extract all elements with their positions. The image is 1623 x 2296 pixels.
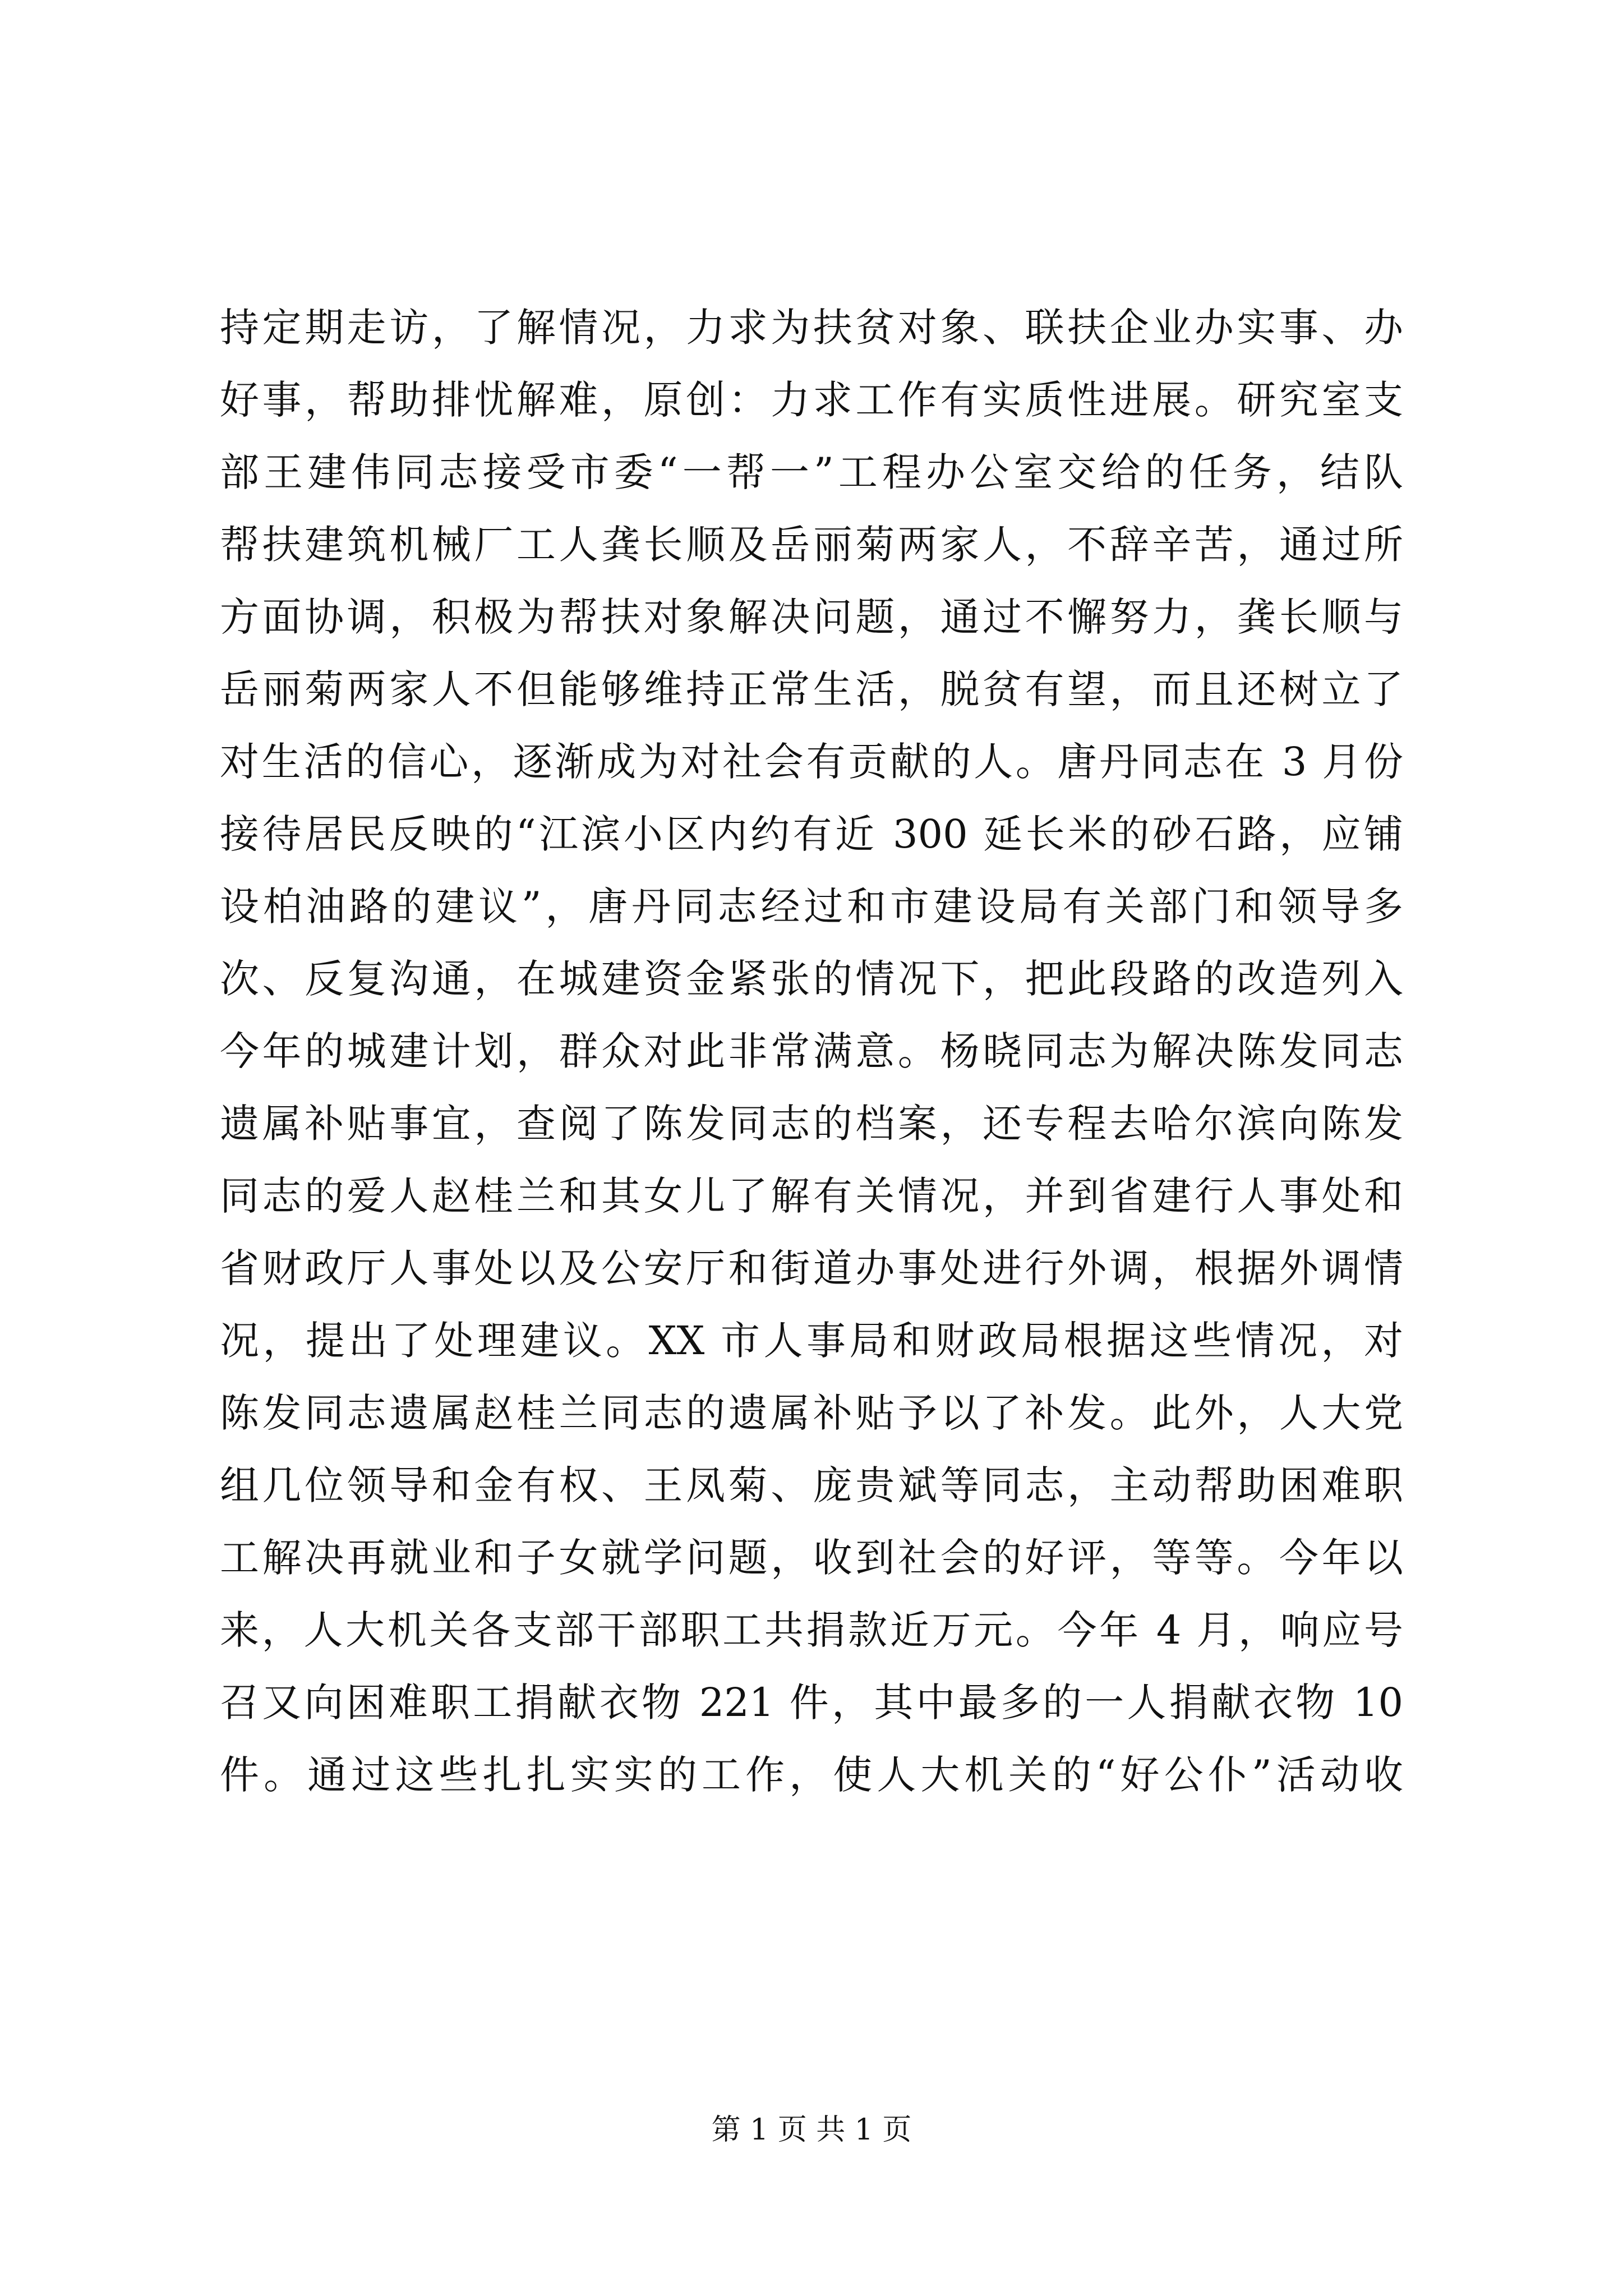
text-line-6: 岳丽菊两家人不但能够维持正常生活，脱贫有望，而且还树立了 xyxy=(220,666,1403,712)
text-line-16: 陈发同志遗属赵桂兰同志的遗属补贴予以了补发。此外，人大党 xyxy=(220,1390,1403,1436)
text-line-1: 持定期走访，了解情况，力求为扶贫对象、联扶企业办实事、办 xyxy=(220,305,1403,351)
text-line-17: 组几位领导和金有权、王凤菊、庞贵斌等同志，主动帮助困难职 xyxy=(220,1462,1403,1508)
text-line-2: 好事，帮助排忧解难，原创：力求工作有实质性进展。研究室支 xyxy=(220,377,1403,423)
text-line-21: 件。通过这些扎扎实实的工作，使人大机关的“好公仆”活动收 xyxy=(220,1752,1403,1798)
text-line-5: 方面协调，积极为帮扶对象解决问题，通过不懈努力，龚长顺与 xyxy=(220,594,1403,640)
text-line-12: 遗属补贴事宜，查阅了陈发同志的档案，还专程去哈尔滨向陈发 xyxy=(220,1101,1403,1147)
text-line-15: 况，提出了处理建议。XX 市人事局和财政局根据这些情况，对 xyxy=(220,1318,1403,1364)
text-line-3: 部王建伟同志接受市委“一帮一”工程办公室交给的任务，结队 xyxy=(220,449,1403,495)
text-line-10: 次、反复沟通，在城建资金紧张的情况下，把此段路的改造列入 xyxy=(220,956,1403,1002)
page-footer: 第 1 页 共 1 页 xyxy=(711,2113,912,2147)
text-line-4: 帮扶建筑机械厂工人龚长顺及岳丽菊两家人，不辞辛苦，通过所 xyxy=(220,522,1403,568)
text-line-11: 今年的城建计划，群众对此非常满意。杨晓同志为解决陈发同志 xyxy=(220,1028,1403,1074)
text-line-14: 省财政厅人事处以及公安厅和街道办事处进行外调，根据外调情 xyxy=(220,1245,1403,1291)
text-line-20: 召又向困难职工捐献衣物 221 件，其中最多的一人捐献衣物 10 xyxy=(220,1680,1403,1726)
text-line-9: 设柏油路的建议”，唐丹同志经过和市建设局有关部门和领导多 xyxy=(220,884,1403,930)
text-line-13: 同志的爱人赵桂兰和其女儿了解有关情况，并到省建行人事处和 xyxy=(220,1173,1403,1219)
body-paragraph xyxy=(220,292,1403,1811)
text-line-8: 接待居民反映的“江滨小区内约有近 300 延长米的砂石路，应铺 xyxy=(220,811,1403,857)
text-line-7: 对生活的信心，逐渐成为对社会有贡献的人。唐丹同志在 3 月份 xyxy=(220,739,1403,785)
text-line-19: 来，人大机关各支部干部职工共捐款近万元。今年 4 月，响应号 xyxy=(220,1607,1403,1653)
text-line-18: 工解决再就业和子女就学问题，收到社会的好评，等等。今年以 xyxy=(220,1535,1403,1581)
